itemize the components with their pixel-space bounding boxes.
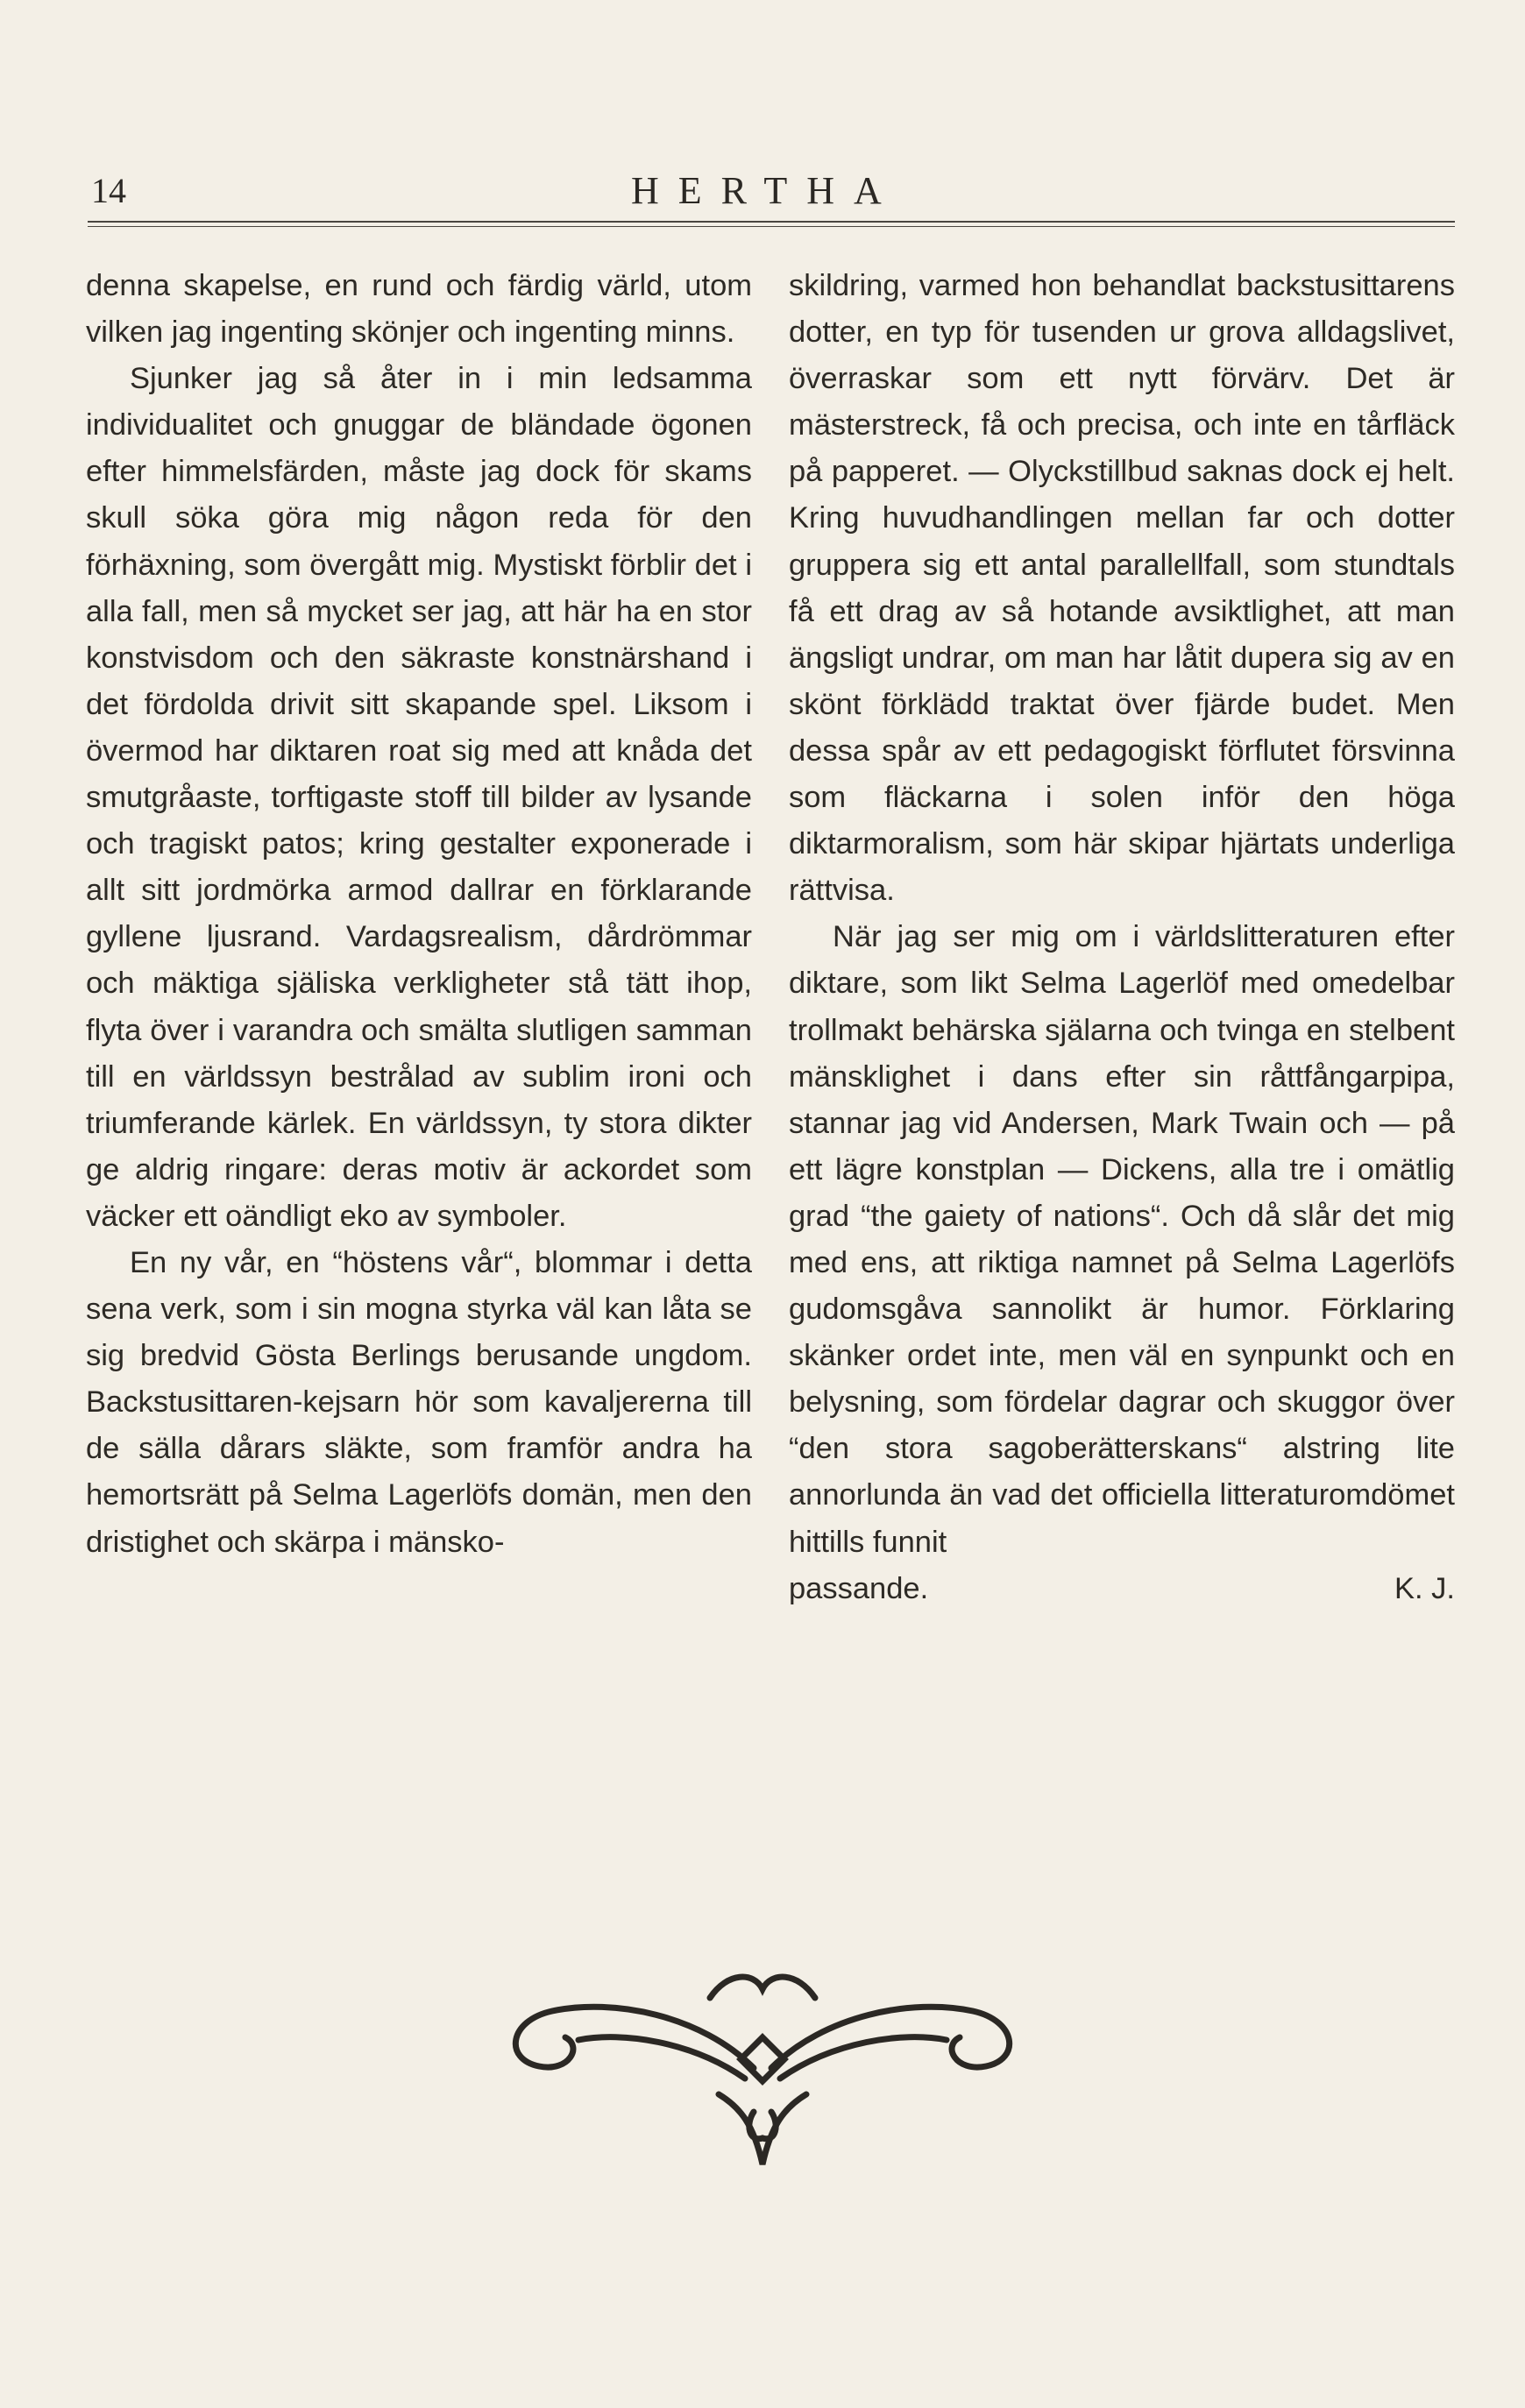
scroll-ornament-icon bbox=[491, 1963, 1034, 2173]
closing-line bbox=[789, 1566, 1455, 1612]
paragraph: skildring, varmed hon behandlat backstusittarens dotter, en typ för tusenden ur grova alldagslivet, överraskar som ett nytt förvärv. Det är mästerstreck, få och precisa, och inte en tårfläck på papperet. — Olyckstillbud saknas dock ej helt. Kring huvudhandlingen mellan far och dotter gruppera sig ett antal parallellfall, som stundtals få ett drag av så hotande avsiktlighet, att man ängsligt undrar, om man har låtit dupera sig av en skönt förklädd traktat över fjärde budet. Men dessa spår av ett pedagogiskt förflutet försvinna som fläckarna i solen inför den höga diktarmoralism, som här skipar hjärtats underliga rättvisa. bbox=[789, 269, 1455, 908]
page-header bbox=[88, 165, 1455, 217]
page-number: 14 bbox=[91, 171, 126, 210]
left-column bbox=[86, 263, 752, 1566]
paragraph: denna skapelse, en rund och färdig värld, utom vilken jag ingenting skönjer och ingenting minns. bbox=[86, 269, 752, 350]
author-signature: K. J. bbox=[1394, 1571, 1455, 1605]
header-rule bbox=[88, 221, 1455, 223]
header-rule-thin bbox=[88, 226, 1455, 227]
right-column bbox=[789, 263, 1455, 1612]
running-title: HERTHA bbox=[631, 169, 901, 212]
paragraph: När jag ser mig om i världslitteraturen efter diktare, som likt Selma Lagerlöf med omedelbar trollmakt behärska själarna och tvinga en stelbent mänsklighet i dans efter sin råttfångarpipa, stannar jag vid Andersen, Mark Twain och — på ett lägre konstplan — Dickens, alla tre i omätlig grad “the gaiety of nations“. Och då slår det mig med ens, att riktiga namnet på Selma Lagerlöfs gudomsgåva sannolikt är humor. Förklaring skänker ordet inte, men väl en synpunkt och en belysning, som fördelar dagrar och skuggor över “den stora sagoberätterskans“ alstring lite annorlunda än vad det officiella litteraturomdömet hittills funnit bbox=[789, 920, 1455, 1559]
paragraph: En ny vår, en “höstens vår“, blommar i detta sena verk, som i sin mogna styrka väl kan låta se sig bredvid Gösta Berlings berusande ungdom. Backstusittaren-kejsarn hör som kavaljererna till de sälla dårars släkte, som framför andra ha hemortsrätt på Selma Lagerlöfs domän, men den dristighet och skärpa i mänsko- bbox=[86, 1245, 752, 1559]
paragraph: Sjunker jag så åter in i min ledsamma individualitet och gnuggar de bländade ögonen efter himmelsfärden, måste jag dock för skams skull söka göra mig någon reda för den förhäxning, som övergått mig. Mystiskt förblir det i alla fall, men så mycket ser jag, att här ha en stor konstvisdom och den säkraste konstnärshand i det fördolda drivit sitt skapande spel. Liksom i övermod har diktaren roat sig med att knåda det smutgråaste, torftigaste stoff till bilder av lysande och tragiskt patos; kring gestalter exponerade i allt sitt jordmörka armod dallrar en förklarande gyllene ljusrand. Vardagsrealism, dårdrömmar och mäktiga själiska verkligheter stå tätt ihop, flyta över i varandra och smälta slutligen samman till en världssyn bestrålad av sublim ironi och triumferande kärlek. En världssyn, ty stora dikter ge aldrig ringare: deras motiv är ackordet som väcker ett oändligt eko av symboler. bbox=[86, 362, 752, 1233]
closing-word: passande. bbox=[789, 1571, 929, 1605]
